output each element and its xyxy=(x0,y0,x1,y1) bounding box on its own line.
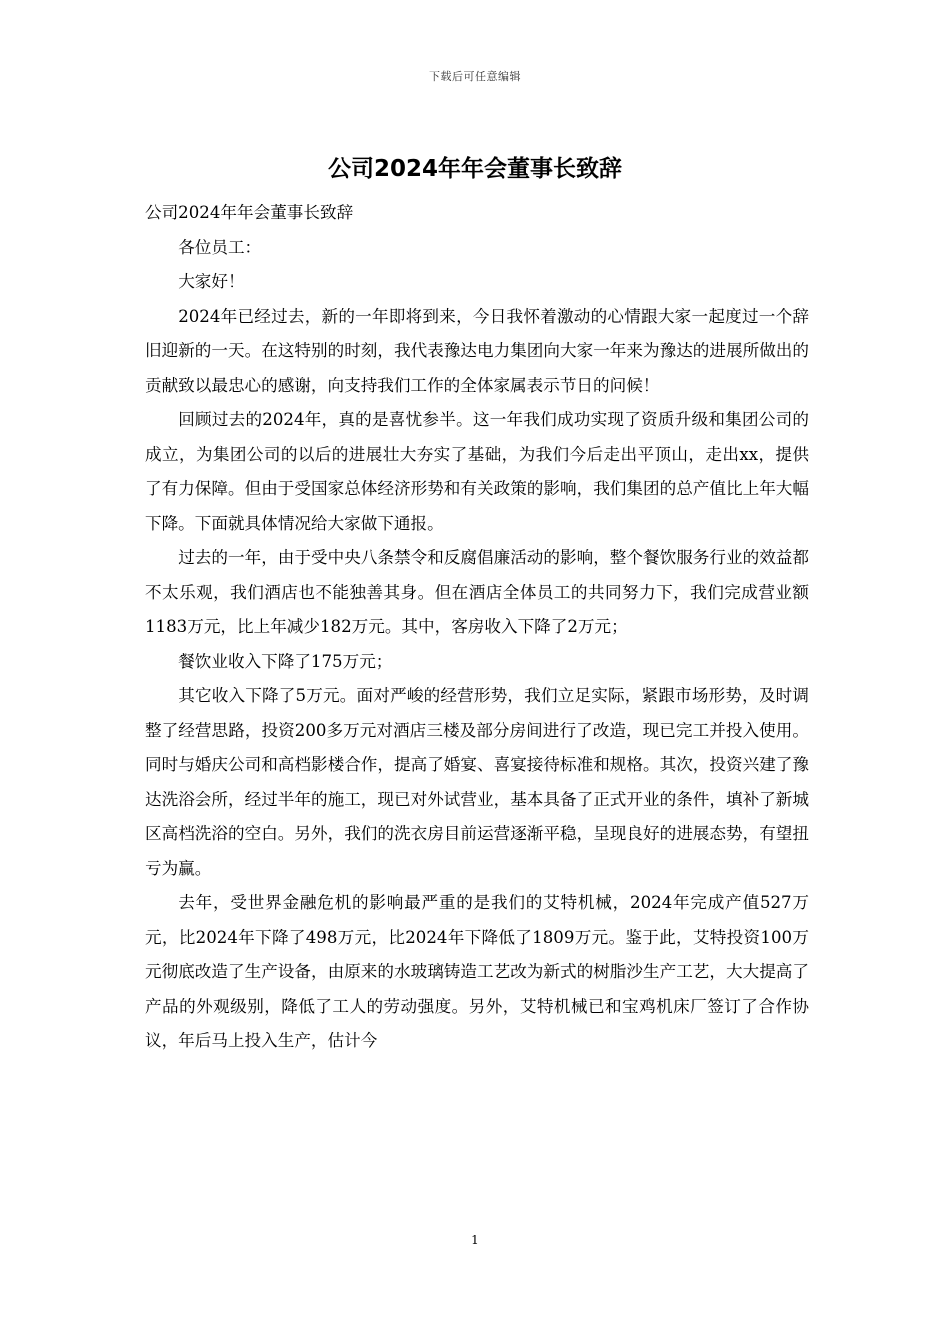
page-header-note: 下载后可任意编辑 xyxy=(429,70,521,83)
body-paragraph: 去年，受世界金融危机的影响最严重的是我们的艾特机械，2024年完成产值527万元，比2024年下降了498万元，比2024年下降低了1809万元。鉴于此，艾特投资100万元彻底改造了生产设备，由原来的水玻璃铸造工艺改为新式的树脂沙生产工艺，大大提高了产品的外观级别，降低了工人的劳动强度。另外，艾特机械已和宝鸡机床厂签订了合作协议，年后马上投入生产，估计今 xyxy=(145,893,809,1050)
document-title: 公司2024年年会董事长致辞 xyxy=(327,156,622,182)
body-paragraph: 其它收入下降了5万元。面对严峻的经营形势，我们立足实际，紧跟市场形势，及时调整了经营思路，投资200多万元对酒店三楼及部分房间进行了改造，现已完工并投入使用。同时与婚庆公司和高档影楼合作，提高了婚宴、喜宴接待标准和规格。其次，投资兴建了豫达洗浴会所，经过半年的施工，现已对外试营业，基本具备了正式开业的条件，填补了新城区高档洗浴的空白。另外，我们的洗衣房目前运营逐渐平稳，呈现良好的进展态势，有望扭亏为赢。 xyxy=(145,686,809,878)
document-body xyxy=(145,196,809,1059)
body-paragraph: 各位员工： xyxy=(178,237,262,257)
body-paragraph: 2024年已经过去，新的一年即将到来，今日我怀着激动的心情跟大家一起度过一个辞旧迎新的一天。在这特别的时刻，我代表豫达电力集团向大家一年来为豫达的进展所做出的贡献致以最忠心的感谢，向支持我们工作的全体家属表示节日的问候！ xyxy=(145,306,809,395)
page-number: 1 xyxy=(471,1233,479,1247)
body-paragraph: 回顾过去的2024年，真的是喜忧参半。这一年我们成功实现了资质升级和集团公司的成立，为集团公司的以后的进展壮大夯实了基础，为我们今后走出平顶山，走出xx，提供了有力保障。但由于受国家总体经济形势和有关政策的影响，我们集团的总产值比上年大幅下降。下面就具体情况给大家做下通报。 xyxy=(145,410,809,533)
body-paragraph: 过去的一年，由于受中央八条禁令和反腐倡廉活动的影响，整个餐饮服务行业的效益都不太乐观，我们酒店也不能独善其身。但在酒店全体员工的共同努力下，我们完成营业额1183万元，比上年减少182万元。其中，客房收入下降了2万元； xyxy=(145,548,809,636)
body-paragraph: 餐饮业收入下降了175万元； xyxy=(178,651,393,671)
document-subtitle-line: 公司2024年年会董事长致辞 xyxy=(145,203,354,222)
body-paragraph: 大家好！ xyxy=(178,272,245,291)
